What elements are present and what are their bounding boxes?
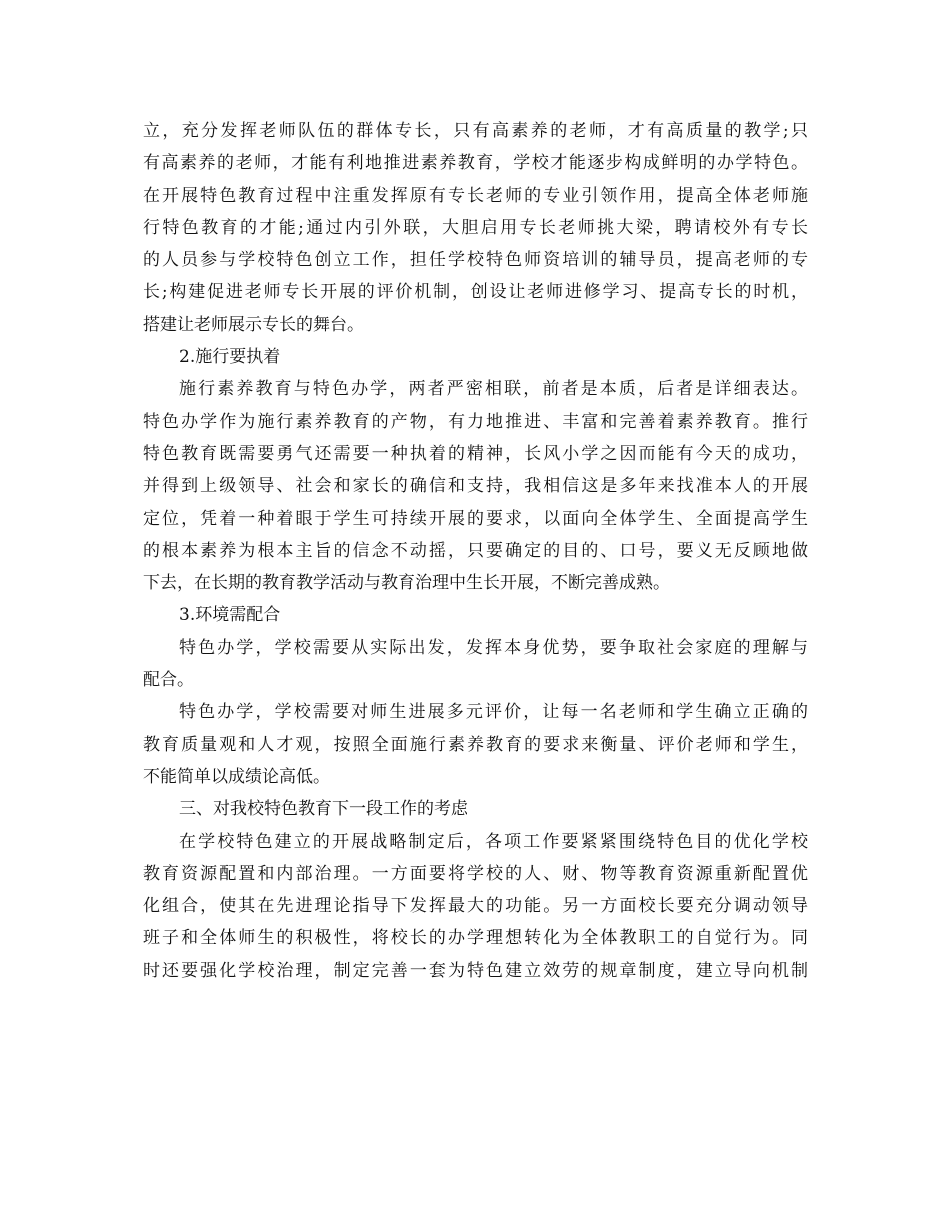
text-line: 3.环境需配合 [179,605,281,626]
text-line: 配合。 [143,670,194,691]
text-line: 特色办学作为施行素养教育的产物，有力地推进、丰富和完善着素养教育。推行 [143,411,808,432]
document-body [143,115,808,987]
text-line: 的人员参与学校特色创立工作，担任学校特色师资培训的辅导员，提高老师的专 [143,250,808,271]
text-line: 班子和全体师生的积极性，将校长的办学理想转化为全体教职工的自觉行为。同 [143,928,808,949]
text-line: 特色办学，学校需要从实际出发，发挥本身优势，要争取社会家庭的理解与 [179,637,808,658]
text-line: 的根本素养为根本主旨的信念不动摇，只要确定的目的、口号，要义无反顾地做 [143,540,808,561]
text-line: 特色办学，学校需要对师生进展多元评价，让每一名老师和学生确立正确的 [179,702,808,723]
text-line: 并得到上级领导、社会和家长的确信和支持，我相信这是多年来找准本人的开展 [143,476,808,497]
text-line: 在开展特色教育过程中注重发挥原有专长老师的专业引领作用，提高全体老师施 [143,185,808,206]
text-line: 2.施行要执着 [179,347,281,368]
text-line: 三、对我校特色教育下一段工作的考虑 [179,799,468,820]
text-line: 有高素养的老师，才能有利地推进素养教育，学校才能逐步构成鲜明的办学特色。 [143,153,808,174]
text-line: 立，充分发挥老师队伍的群体专长，只有高素养的老师，才有高质量的教学;只 [143,121,808,141]
text-line: 教育质量观和人才观，按照全面施行素养教育的要求来衡量、评价老师和学生， [143,734,808,755]
text-line: 长;构建促进老师专长开展的评价机制，创设让老师进修学习、提高专长的时机， [143,282,808,303]
text-line: 不能简单以成绩论高低。 [143,766,330,787]
text-line: 特色教育既需要勇气还需要一种执着的精神，长风小学之因而能有今天的成功， [143,443,808,464]
text-line: 定位，凭着一种着眼于学生可持续开展的要求，以面向全体学生、全面提高学生 [143,508,808,529]
text-line: 下去，在长期的教育教学活动与教育治理中生长开展，不断完善成熟。 [143,573,670,594]
text-line: 教育资源配置和内部治理。一方面要将学校的人、财、物等教育资源重新配置优 [143,863,808,884]
text-line: 搭建让老师展示专长的舞台。 [143,314,364,335]
text-line: 化组合，使其在先进理论指导下发挥最大的功能。另一方面校长要充分调动领导 [143,896,808,917]
text-line: 行特色教育的才能;通过内引外联，大胆启用专长老师挑大梁，聘请校外有专长 [143,217,808,238]
text-line: 在学校特色建立的开展战略制定后，各项工作要紧紧围绕特色目的优化学校 [179,831,808,852]
text-line: 施行素养教育与特色办学，两者严密相联，前者是本质，后者是详细表达。 [179,379,808,400]
text-line: 时还要强化学校治理，制定完善一套为特色建立效劳的规章制度，建立导向机制 [143,960,808,981]
